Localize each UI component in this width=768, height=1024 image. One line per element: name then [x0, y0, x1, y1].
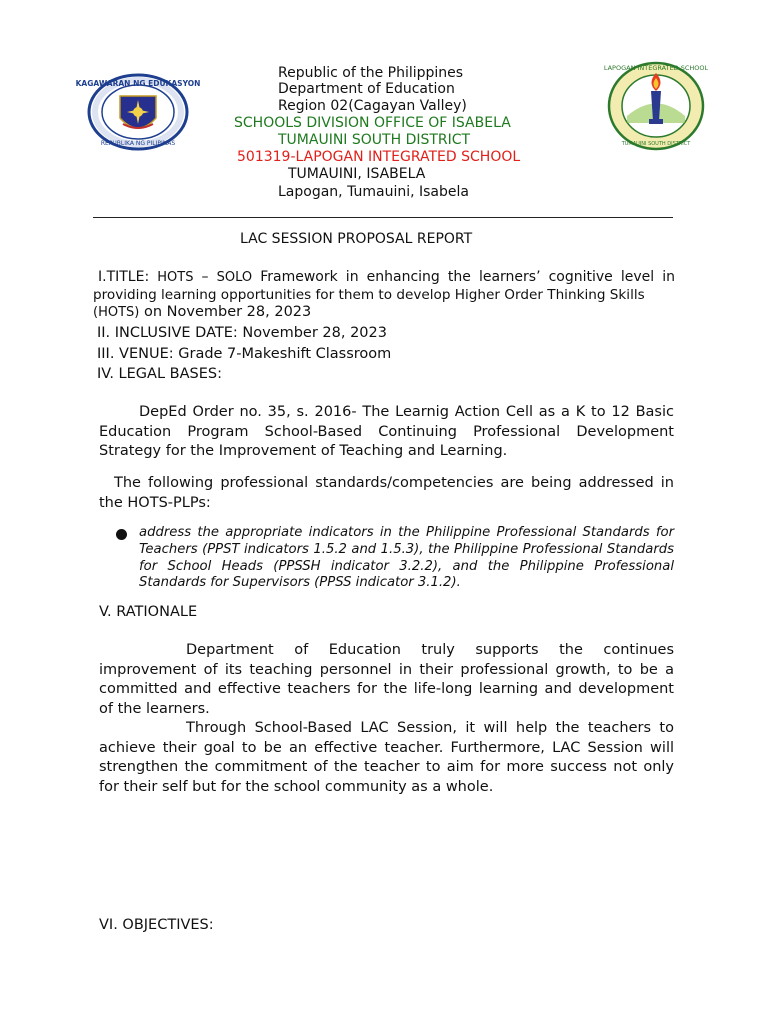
title-line2: providing learning opportunities for them to develop Higher Order Thinking Skills: [93, 286, 645, 303]
section-legal-bases: IV. LEGAL BASES:: [97, 366, 222, 382]
section-venue: III. VENUE: Grade 7-Makeshift Classroom: [97, 346, 392, 362]
header-division: SCHOOLS DIVISION OFFICE OF ISABELA: [234, 115, 511, 131]
header-department: Department of Education: [278, 81, 455, 97]
letterhead: [0, 0, 768, 210]
solo-term: SOLO: [216, 270, 253, 285]
legal-bases-paragraph: DepEd Order no. 35, s. 2016- The Learnig Action Cell as a K to 12 Basic Education Program School-Based Continuing Professional Development Strategy for the Improvement of Teaching and Learning.: [99, 404, 674, 459]
header-address: Lapogan, Tumauini, Isabela: [278, 184, 469, 200]
hots-term: HOTS: [157, 270, 194, 285]
svg-text:REPUBLIKA NG PILIPINAS: REPUBLIKA NG PILIPINAS: [100, 140, 176, 147]
header-municipality: TUMAUINI, ISABELA: [288, 166, 426, 182]
report-title: LAC SESSION PROPOSAL REPORT: [240, 231, 473, 247]
header-republic: Republic of the Philippines: [278, 65, 464, 81]
section-objectives: VI. OBJECTIVES:: [99, 917, 214, 933]
standards-paragraph: The following professional standards/competencies are being addressed in the HOTS-PLPs:: [99, 475, 674, 511]
standards-bullet: address the appropriate indicators in the Philippine Professional Standards for Teachers (PPST indicators 1.5.2 and 1.5.3), the Philippine Professional Standards for School Heads (PPSSH indicator 3.2.2), and the Philippine Professional Standards for Supervisors (PPSS indicator 3.1.2).: [139, 525, 674, 591]
header-region: Region 02(Cagayan Valley): [278, 98, 467, 114]
header-school: 501319-LAPOGAN INTEGRATED SCHOOL: [237, 149, 521, 165]
bullet-dot: [116, 529, 127, 540]
svg-text:TUMAUINI SOUTH DISTRICT: TUMAUINI SOUTH DISTRICT: [621, 141, 691, 147]
section-inclusive-date: II. INCLUSIVE DATE: November 28, 2023: [97, 325, 387, 341]
svg-text:LAPOGAN INTEGRATED SCHOOL: LAPOGAN INTEGRATED SCHOOL: [603, 64, 709, 72]
rationale-paragraph-2: Through School-Based LAC Session, it will help the teachers to achieve their goal to be an effective teacher. Furthermore, LAC Session will strengthen the commitment of the teacher to aim for more success not only for their self but for the school community as a whole.: [99, 720, 674, 795]
title-line1-rest: Framework in enhancing the learners’ cognitive level in: [252, 269, 676, 285]
section-title-label: I.TITLE:: [98, 269, 158, 285]
section-rationale: V. RATIONALE: [99, 604, 198, 620]
title-dash: –: [193, 269, 217, 285]
svg-text:KAGAWARAN NG EDUKASYON: KAGAWARAN NG EDUKASYON: [75, 79, 201, 88]
header-district: TUMAUINI SOUTH DISTRICT: [278, 132, 471, 148]
title-date: on November 28, 2023: [139, 304, 312, 320]
section-title: [93, 269, 675, 322]
rationale-paragraph-1: Department of Education truly supports the continues improvement of its teaching personnel in their professional growth, to be a committed and effective teachers for the life-long learning and development of the learners.: [99, 642, 674, 717]
title-hots-abbrev: (HOTS): [93, 305, 140, 320]
header-divider: [93, 217, 673, 218]
